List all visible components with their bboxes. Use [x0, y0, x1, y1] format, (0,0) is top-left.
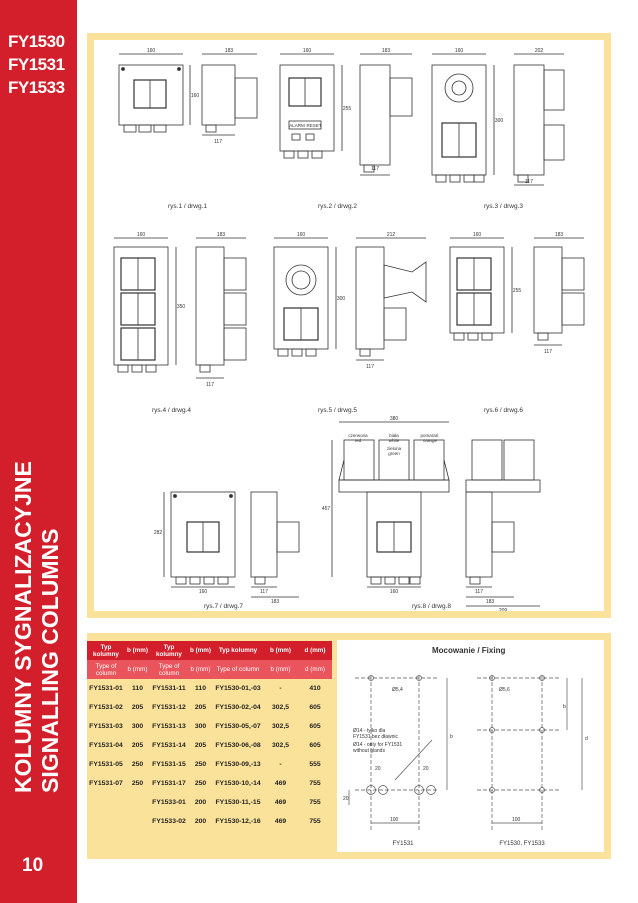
table-cell: FY1530-02,-04 [215, 704, 261, 711]
fixing-title: Mocowanie / Fixing [432, 646, 506, 655]
table-cell: FY1531-15 [152, 761, 186, 768]
table-cell: 469 [274, 799, 287, 806]
dim-label: 300 [494, 118, 504, 124]
dim-label: 212 [386, 232, 396, 238]
table-cell: 250 [194, 761, 207, 768]
table-cell: 205 [194, 742, 207, 749]
table-cell [125, 793, 150, 812]
table-cell: 110 [195, 685, 206, 692]
drawings-panel [94, 40, 604, 611]
lamp-label: pomarań. [420, 433, 440, 438]
table-header-cell: Typ kolumny [87, 641, 125, 660]
table-cell: FY1533-01 [152, 799, 186, 806]
dim-label: b [450, 734, 453, 740]
table-cell: FY1531-17 [152, 780, 186, 787]
dim-label: 117 [525, 179, 533, 185]
dim-label: 117 [475, 589, 483, 595]
table-header-cell: Typ kolumny [150, 641, 188, 660]
table-cell: FY1530-09,-13 [215, 761, 261, 768]
table-header-cell: b (mm) [263, 641, 298, 660]
model-label: FY1530 [8, 32, 65, 51]
model-label: FY1531 [8, 55, 65, 74]
table-header-cell: Typ kolumny [213, 641, 263, 660]
table-cell: 755 [309, 799, 321, 806]
table-cell: 410 [309, 685, 321, 692]
table-header-cell: b (mm) [125, 660, 150, 679]
table-cell: FY1531-07 [89, 780, 123, 787]
table-cell: FY1531-14 [152, 742, 186, 749]
table-cell [125, 812, 150, 831]
table-cell: FY1533-02 [152, 818, 186, 825]
table-header-cell: b (mm) [263, 660, 298, 679]
dim-label: b [563, 704, 566, 710]
dim-label: 300 [336, 296, 346, 302]
table-cell: FY1531-02 [89, 704, 123, 711]
dim-label: 183 [216, 232, 226, 238]
table-cell: FY1530-11,-15 [215, 799, 261, 806]
table-header-cell: b (mm) [188, 641, 213, 660]
table-header-cell: Type of column [213, 660, 263, 679]
table-row [87, 793, 332, 812]
table-cell: 302,5 [271, 723, 289, 730]
lamp-label: orange [422, 438, 438, 443]
dim-label: 282 [153, 530, 163, 536]
hole-label: Ø5,6 [499, 687, 510, 693]
dim-label: 183 [224, 48, 234, 54]
model-label: FY1533 [8, 78, 65, 97]
dim-label: 160 [146, 48, 156, 54]
dim-label: 202 [534, 48, 544, 54]
dim-label: 183 [485, 599, 495, 605]
dim-label: 117 [260, 589, 268, 595]
fixing-label-left: FY1531 [392, 841, 414, 847]
drawing-caption: rys.3 / drwg.3 [484, 203, 524, 210]
table-cell [87, 812, 125, 831]
lamp-label: red [354, 438, 362, 443]
dim-label: d [585, 736, 588, 742]
table-cell: FY1531-05 [89, 761, 123, 768]
dim-label: 20 [375, 766, 381, 772]
spec-table [87, 641, 332, 831]
dim-label: 100 [390, 817, 399, 823]
lamp-label: zielona [386, 446, 402, 451]
table-cell: - [279, 761, 282, 768]
dim-label: 160 [454, 48, 464, 54]
drawing-caption: rys.5 / drwg.5 [318, 407, 358, 414]
dim-label: 209 [498, 608, 508, 611]
fixing-label-right: FY1530, FY1533 [499, 841, 545, 847]
table-cell: 205 [131, 742, 144, 749]
table-cell: 755 [309, 818, 321, 825]
table-header-cell: Type of column [150, 660, 188, 679]
hole-label: Ø5,4 [392, 687, 403, 693]
table-cell: 250 [131, 780, 144, 787]
table-cell: FY1531-12 [152, 704, 186, 711]
note-text: FY1531 bez dławnic [353, 734, 399, 740]
lamp-label: white [388, 438, 400, 443]
fixing-diagram [337, 640, 604, 852]
table-cell: 302,5 [271, 704, 289, 711]
button-label: RESET [306, 123, 322, 128]
dim-label: 350 [176, 304, 186, 310]
note-text: without glands [353, 748, 385, 754]
table-row [87, 679, 332, 698]
table-cell: FY1530-06,-08 [215, 742, 261, 749]
dim-label: 117 [366, 364, 374, 370]
dim-label: 160 [198, 589, 208, 595]
dim-label: 160 [190, 93, 200, 99]
title-line-en: SIGNALLING COLUMNS [37, 528, 63, 793]
table-row [87, 717, 332, 736]
lamp-label: biała [389, 433, 399, 438]
table-cell: FY1530-12,-16 [215, 818, 261, 825]
drawing-caption: rys.4 / drwg.4 [152, 407, 192, 414]
note-text: Ø14 - tylko dla [353, 728, 386, 734]
table-cell: 555 [309, 761, 321, 768]
dim-label: 117 [544, 349, 552, 355]
title-line-pl: KOLUMNY SYGNALIZACYJNE [10, 461, 36, 793]
table-cell: 250 [194, 780, 207, 787]
vertical-title [10, 461, 70, 793]
dim-label: 160 [136, 232, 146, 238]
table-header-cell: Type of column [87, 660, 125, 679]
dim-label: 457 [321, 506, 331, 512]
table-cell: - [279, 685, 282, 692]
dim-label: 160 [389, 589, 399, 595]
table-cell: 302,5 [271, 742, 289, 749]
lamp-label: green [388, 451, 400, 456]
drawing-caption: rys.1 / drwg.1 [168, 203, 208, 210]
table-cell: FY1531-04 [89, 742, 123, 749]
dim-label: 117 [214, 139, 222, 145]
table-header-cell: d (mm) [298, 641, 332, 660]
sidebar [0, 0, 77, 903]
table-row [87, 736, 332, 755]
dim-label: 160 [472, 232, 482, 238]
drawing-caption: rys.7 / drwg.7 [204, 603, 244, 610]
button-label: ALARM [289, 123, 305, 128]
dim-label: 100 [512, 817, 521, 823]
table-row [87, 774, 332, 793]
table-cell: 250 [131, 761, 144, 768]
table-cell: 300 [131, 723, 144, 730]
table-cell: 605 [309, 742, 321, 749]
table-cell: FY1531-13 [152, 723, 186, 730]
dim-label: 183 [270, 599, 280, 605]
table-cell: FY1530-10,-14 [215, 780, 261, 787]
table-cell: FY1530-05,-07 [215, 723, 261, 730]
dim-label: 20 [423, 766, 429, 772]
dim-label: 117 [371, 166, 379, 172]
table-cell: 200 [194, 799, 207, 806]
table-cell: FY1530-01,-03 [215, 685, 261, 692]
dim-label: 160 [296, 232, 306, 238]
technical-drawings [94, 40, 604, 611]
table-cell: 469 [274, 818, 287, 825]
table-header-en [87, 660, 332, 679]
table-header-cell: d (mm) [298, 660, 332, 679]
dim-label: 183 [554, 232, 564, 238]
table-row [87, 698, 332, 717]
drawing-caption: rys.8 / drwg.8 [412, 603, 452, 610]
table-header-pl [87, 641, 332, 660]
lamp-label: czerwona [348, 433, 368, 438]
table-row [87, 755, 332, 774]
dim-label: 380 [389, 416, 399, 422]
note-text: Ø14 - only for FY1531 [353, 742, 403, 748]
dim-label: 160 [302, 48, 312, 54]
table-header-cell: b (mm) [125, 641, 150, 660]
table-cell: 605 [309, 704, 321, 711]
table-cell: FY1531-01 [89, 685, 123, 692]
table-cell: 110 [132, 685, 143, 692]
page-number: 10 [22, 855, 44, 876]
table-cell: 605 [309, 723, 321, 730]
table-row [87, 812, 332, 831]
table-cell: FY1531-11 [152, 685, 186, 692]
dim-label: 20 [343, 796, 349, 802]
dim-label: 255 [342, 106, 352, 112]
table-cell: FY1531-03 [89, 723, 123, 730]
table-cell: 205 [194, 704, 207, 711]
table-cell: 755 [309, 780, 321, 787]
drawing-caption: rys.2 / drwg.2 [318, 203, 358, 210]
table-cell: 200 [194, 818, 207, 825]
dim-label: 117 [206, 382, 214, 388]
table-cell: 205 [131, 704, 144, 711]
dim-label: 183 [381, 48, 391, 54]
drawing-caption: rys.6 / drwg.6 [484, 407, 524, 414]
table-header-cell: b (mm) [188, 660, 213, 679]
table-cell: 300 [194, 723, 207, 730]
table-cell [87, 793, 125, 812]
table-cell: 469 [274, 780, 287, 787]
dim-label: 255 [512, 288, 522, 294]
